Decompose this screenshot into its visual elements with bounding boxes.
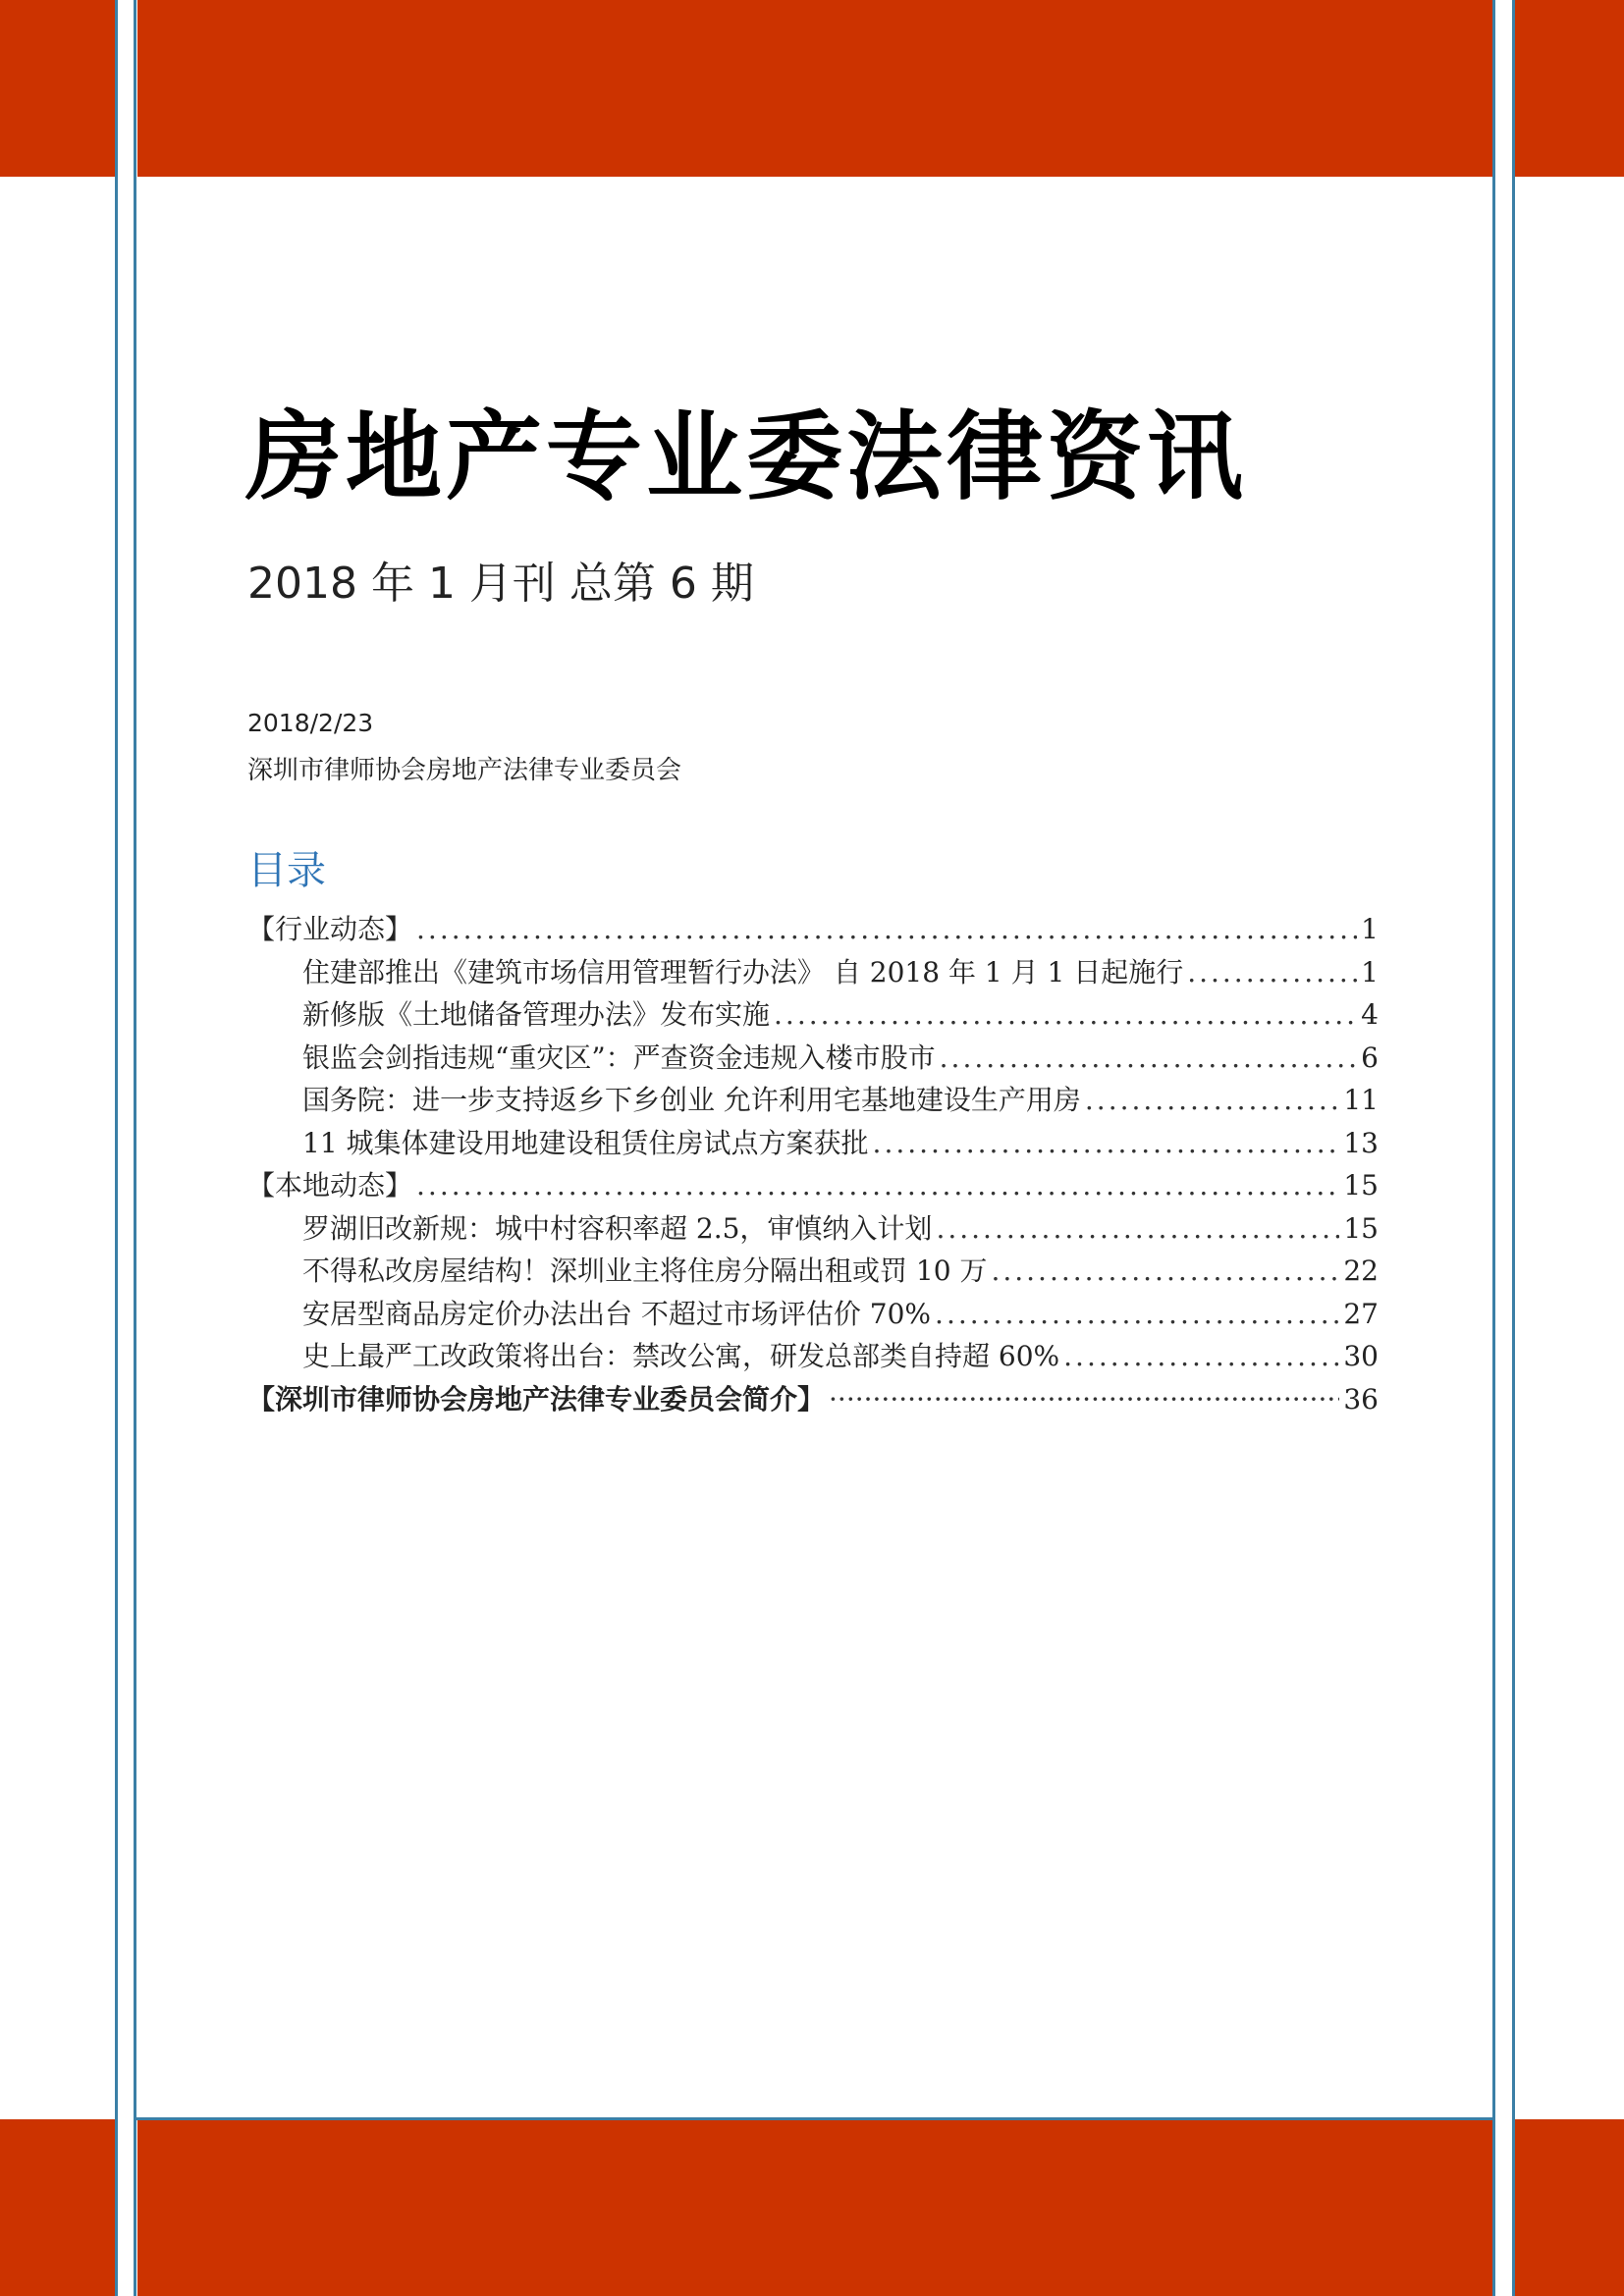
bottom-band-left <box>0 2119 115 2296</box>
toc-heading: 目录 <box>247 848 326 893</box>
frame-line-right-inner <box>1492 0 1495 2296</box>
issue-subtitle: 2018 年 1 月刊 总第 6 期 <box>247 559 754 609</box>
toc-entry-page: 6 <box>1361 1041 1379 1074</box>
toc-dot-leader <box>416 1164 1339 1207</box>
toc-entry[interactable] <box>247 1378 1379 1421</box>
toc-entry-title: 银监会剑指违规“重灾区”：严查资金违规入楼市股市 <box>302 1041 936 1074</box>
toc-entry-page: 1 <box>1361 955 1379 988</box>
toc-entry-title: 【深圳市律师协会房地产法律专业委员会简介】 <box>247 1382 826 1415</box>
toc-entry[interactable] <box>247 908 1379 951</box>
bottom-band-right <box>1515 2119 1624 2296</box>
toc-dot-leader <box>1063 1335 1339 1378</box>
toc-dot-leader <box>991 1250 1339 1293</box>
toc-entry-title: 国务院：进一步支持返乡下乡创业 允许利用宅基地建设生产用房 <box>302 1084 1081 1116</box>
toc-dot-leader <box>416 908 1357 951</box>
toc-dot-leader <box>774 993 1357 1037</box>
toc-entry-title: 罗湖旧改新规：城中村容积率超 2.5，审慎纳入计划 <box>302 1211 933 1245</box>
toc-dot-leader <box>940 1037 1358 1080</box>
toc-dot-leader <box>1187 951 1357 994</box>
toc-entry[interactable] <box>247 1079 1379 1122</box>
toc-entry[interactable] <box>247 1207 1379 1251</box>
toc-entry-page: 1 <box>1361 913 1379 945</box>
frame-line-left-inner <box>134 0 136 2296</box>
toc-entry[interactable] <box>247 1250 1379 1293</box>
top-band-center <box>137 0 1492 177</box>
toc-entry-page: 15 <box>1343 1211 1379 1245</box>
table-of-contents <box>247 908 1379 1420</box>
toc-entry-title: 史上最严工改政策将出台：禁改公寓，研发总部类自持超 60% <box>302 1340 1060 1372</box>
toc-entry-page: 13 <box>1343 1126 1379 1159</box>
toc-dot-leader <box>936 1207 1339 1251</box>
toc-entry[interactable] <box>247 993 1379 1037</box>
toc-entry[interactable] <box>247 1293 1379 1336</box>
document-title: 房地产专业委法律资讯 <box>245 401 1248 513</box>
toc-entry-title: 不得私改房屋结构！深圳业主将住房分隔出租或罚 10 万 <box>302 1255 988 1287</box>
toc-entry-page: 22 <box>1343 1255 1379 1287</box>
top-band-left <box>0 0 115 177</box>
toc-dot-leader <box>873 1122 1340 1165</box>
organization-name: 深圳市律师协会房地产法律专业委员会 <box>247 756 682 785</box>
frame-line-bottom <box>135 2117 1494 2120</box>
toc-entry-title: 11 城集体建设用地建设租赁住房试点方案获批 <box>302 1126 869 1159</box>
publish-date: 2018/2/23 <box>247 709 374 737</box>
bottom-band-center <box>137 2119 1492 2296</box>
toc-entry-title: 住建部推出《建筑市场信用管理暂行办法》 自 2018 年 1 月 1 日起施行 <box>302 955 1184 988</box>
toc-dot-leader <box>829 1378 1339 1421</box>
toc-entry-page: 36 <box>1343 1382 1379 1415</box>
toc-dot-leader <box>1085 1079 1339 1122</box>
toc-entry-page: 11 <box>1343 1084 1379 1116</box>
toc-entry[interactable] <box>247 1164 1379 1207</box>
toc-entry[interactable] <box>247 1335 1379 1378</box>
frame-line-right-outer <box>1512 0 1515 2296</box>
toc-entry-page: 30 <box>1343 1340 1379 1372</box>
top-band-right <box>1515 0 1624 177</box>
toc-entry-page: 27 <box>1343 1297 1379 1330</box>
toc-entry-title: 【本地动态】 <box>247 1169 413 1201</box>
toc-entry-title: 新修版《土地储备管理办法》发布实施 <box>302 998 771 1031</box>
toc-dot-leader <box>935 1293 1339 1336</box>
toc-entry-page: 4 <box>1361 998 1379 1031</box>
toc-entry-title: 安居型商品房定价办法出台 不超过市场评估价 70% <box>302 1297 932 1330</box>
frame-line-left-outer <box>115 0 118 2296</box>
toc-entry[interactable] <box>247 1122 1379 1165</box>
toc-entry-title: 【行业动态】 <box>247 913 413 945</box>
toc-entry-page: 15 <box>1343 1169 1379 1201</box>
toc-entry[interactable] <box>247 1037 1379 1080</box>
toc-entry[interactable] <box>247 951 1379 994</box>
